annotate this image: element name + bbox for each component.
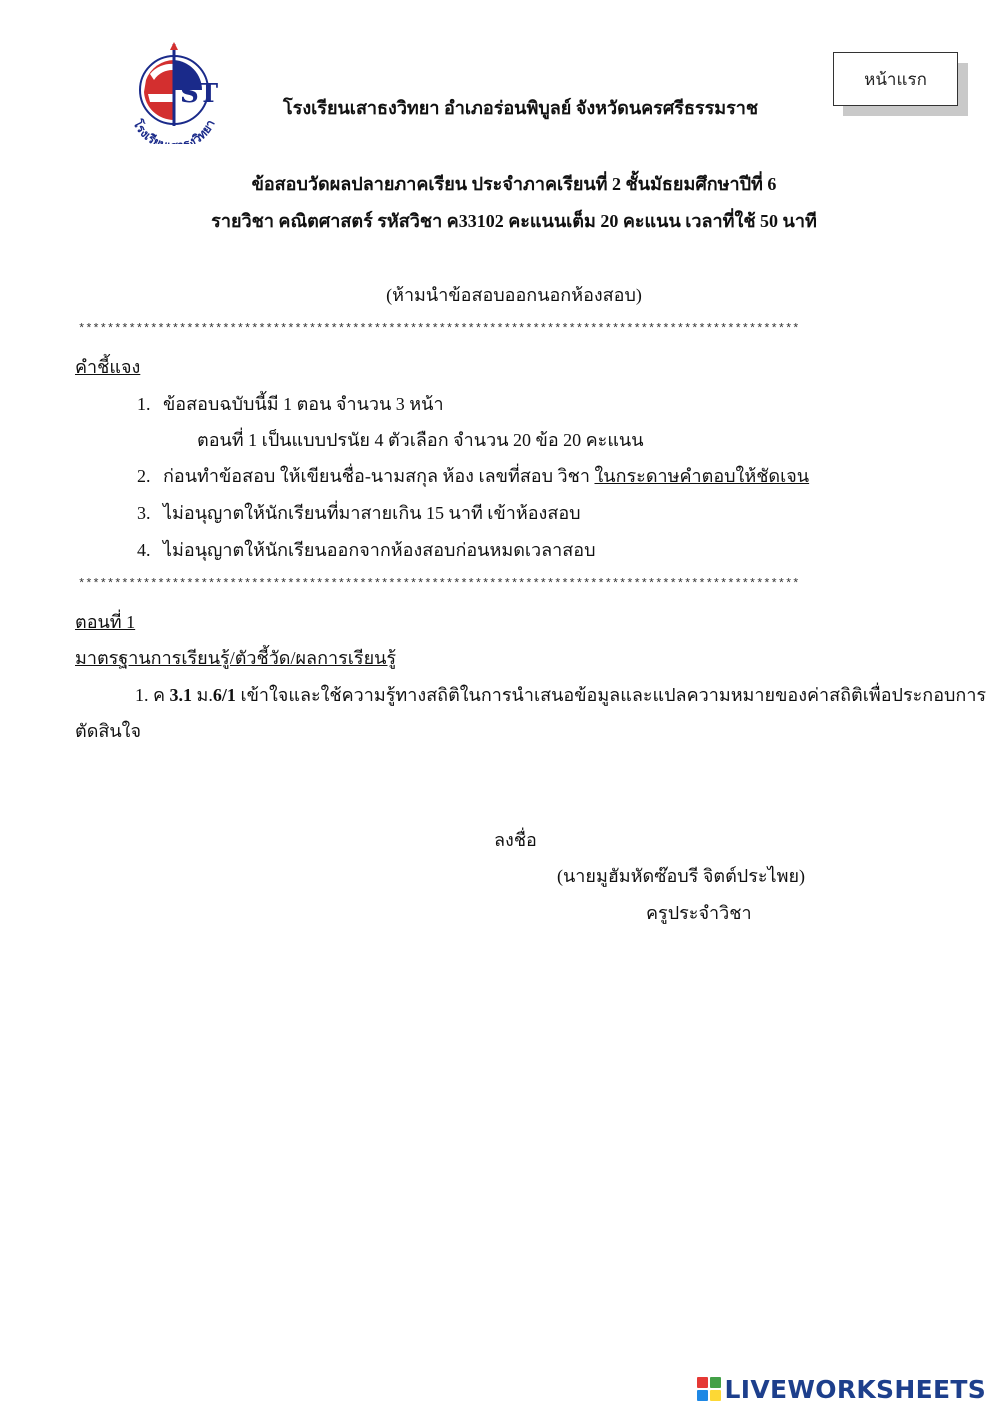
liveworksheets-wordmark: LIVEWORKSHEETS	[724, 1374, 986, 1404]
instruction-text: ไม่อนุญาตให้นักเรียนที่มาสายเกิน 15 นาที เข้าห้องสอบ	[163, 503, 581, 523]
instruction-number: 3.	[137, 503, 151, 523]
separator-stars: ****************************************************************************************************	[78, 322, 800, 336]
instruction-item	[137, 501, 581, 525]
instruction-number: 1.	[137, 394, 151, 414]
instruction-subitem	[197, 428, 644, 452]
instructions-title: คำชี้แจง	[75, 357, 141, 377]
separator-stars: ****************************************************************************************************	[78, 577, 800, 591]
instruction-text: ข้อสอบฉบับนี้มี 1 ตอน จำนวน 3 หน้า	[163, 394, 444, 414]
instruction-text: ไม่อนุญาตให้นักเรียนออกจากห้องสอบก่อนหมดเวลาสอบ	[163, 540, 596, 560]
school-logo	[122, 40, 226, 144]
liveworksheets-brand	[697, 1374, 986, 1404]
subject-line: รายวิชา คณิตศาสตร์ รหัสวิชา ค33102 คะแนนเต็ม 20 คะแนน เวลาที่ใช้ 50 นาที	[211, 211, 817, 231]
sign-label: ลงชื่อ	[494, 830, 537, 850]
instruction-emphasis: ในกระดาษคำตอบให้ชัดเจน	[594, 466, 810, 486]
instruction-item	[137, 392, 444, 416]
first-page-button[interactable]: หน้าแรก	[833, 52, 958, 106]
liveworksheets-logo-icon	[697, 1377, 721, 1401]
exam-notice: (ห้ามนำข้อสอบออกนอกห้องสอบ)	[386, 285, 642, 305]
standards-title: มาตรฐานการเรียนรู้/ตัวชี้วัด/ผลการเรียนรู้	[75, 648, 397, 668]
instruction-item	[137, 464, 809, 488]
teacher-name: (นายมูฮัมหัดซ๊อบรี จิตต์ประไพย)	[557, 866, 805, 886]
logo-arc-text: โรงเรีย ธงวิทยา	[130, 117, 218, 144]
instruction-number: 2.	[137, 466, 151, 486]
logo-initials: ST	[180, 79, 219, 109]
standard-item	[135, 683, 986, 707]
instruction-text: ตอนที่ 1 เป็นแบบปรนัย 4 ตัวเลือก จำนวน 20 ข้อ 20 คะแนน	[197, 430, 644, 450]
instruction-text: ก่อนทำข้อสอบ ให้เขียนชื่อ-นามสกุล ห้อง เลขที่สอบ วิชา	[163, 466, 595, 486]
instruction-item	[137, 538, 596, 562]
part-title: ตอนที่ 1	[75, 612, 136, 632]
standard-description: เข้าใจและใช้ความรู้ทางสถิติในการนำเสนอข้อมูลและแปลความหมายของค่าสถิติเพื่อประกอบการ	[235, 685, 987, 705]
standard-prefix: 1. ค	[135, 685, 170, 705]
standard-code: 3.1	[169, 685, 193, 705]
standard-level: ม.	[192, 685, 213, 705]
teacher-role: ครูประจำวิชา	[646, 903, 752, 923]
standard-indicator: 6/1	[212, 685, 236, 705]
instruction-number: 4.	[137, 540, 151, 560]
standard-description-continued: ตัดสินใจ	[75, 721, 142, 741]
exam-title-line: ข้อสอบวัดผลปลายภาคเรียน ประจำภาคเรียนที่ 2 ชั้นมัธยมศึกษาปีที่ 6	[251, 174, 777, 194]
school-name-line: โรงเรียนเสาธงวิทยา อำเภอร่อนพิบูลย์ จังหวัดนครศรีธรรมราช	[283, 98, 759, 118]
